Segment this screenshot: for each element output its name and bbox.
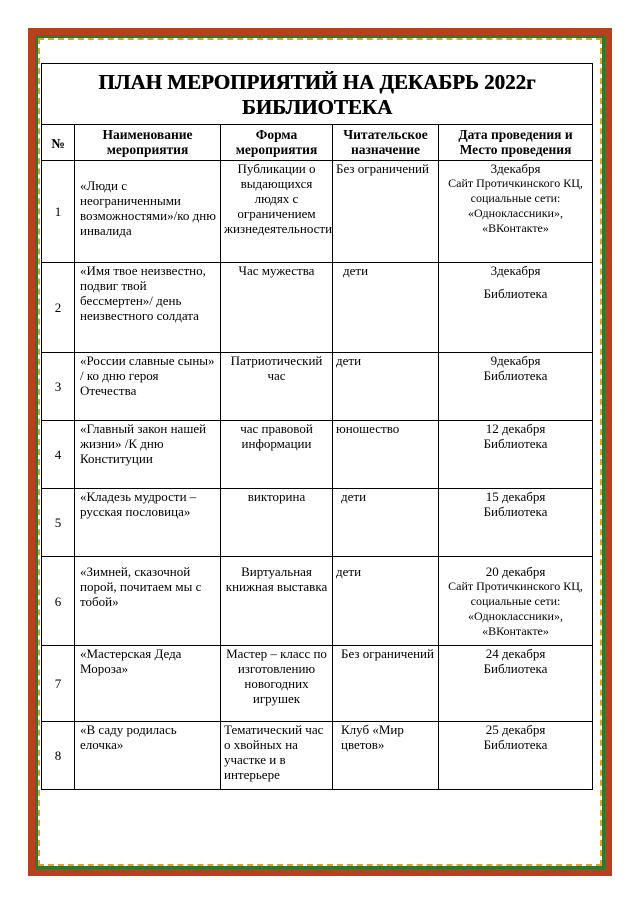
table-row [42, 557, 593, 646]
row-date: 12 декабря [485, 421, 546, 436]
row-audience: Клуб «Мир цветов» [333, 722, 439, 790]
row-place: Библиотека [483, 737, 548, 752]
row-form: викторина [221, 489, 333, 557]
page-title [42, 64, 593, 125]
row-form: Патриотический час [221, 353, 333, 421]
row-place: Библиотека [483, 368, 548, 383]
row-date: 3декабря [490, 161, 541, 176]
title-line-1: ПЛАН МЕРОПРИЯТИЙ НА ДЕКАБРЬ 2022г [98, 70, 536, 94]
row-num: 2 [42, 263, 75, 353]
row-num: 8 [42, 722, 75, 790]
row-form: Тематический час о хвойных на участке и в интерьере [221, 722, 333, 790]
row-name: «Люди с неограниченными возможностями»/ко дню инвалида [75, 161, 221, 263]
row-place: Библиотека [483, 661, 548, 676]
row-audience: юношество [333, 421, 439, 489]
row-date: 20 декабря [485, 564, 546, 579]
row-name: «В саду родилась елочка» [75, 722, 221, 790]
row-num: 3 [42, 353, 75, 421]
row-place: Библиотека [483, 504, 548, 519]
row-date-cell [439, 161, 593, 263]
header-form: Форма мероприятия [221, 125, 333, 161]
header-row [42, 125, 593, 161]
row-num: 1 [42, 161, 75, 263]
table-row [42, 646, 593, 722]
row-date: 3декабря [490, 263, 541, 278]
row-date-cell [439, 421, 593, 489]
header-date: Дата проведения и Место проведения [439, 125, 593, 161]
row-date-cell [439, 353, 593, 421]
table-row [42, 161, 593, 263]
row-form: Мастер – класс по изготовлению новогодних игрушек [221, 646, 333, 722]
table-row [42, 489, 593, 557]
row-date: 24 декабря [485, 646, 546, 661]
table-row [42, 722, 593, 790]
row-place: Сайт Протичкинского КЦ, социальные сети: «Одноклассники», «ВКонтакте» [448, 579, 583, 638]
row-name: «Мастерская Деда Мороза» [75, 646, 221, 722]
row-date-cell [439, 263, 593, 353]
row-form: час правовой информации [221, 421, 333, 489]
row-form: Час мужества [221, 263, 333, 353]
header-num: № [42, 125, 75, 161]
event-plan-table [41, 63, 593, 790]
row-date: 15 декабря [485, 489, 546, 504]
row-date-cell [439, 489, 593, 557]
table-row [42, 353, 593, 421]
row-audience: дети [333, 489, 439, 557]
row-place: Библиотека [483, 436, 548, 451]
row-audience: дети [333, 353, 439, 421]
row-num: 6 [42, 557, 75, 646]
row-name: «Зимней, сказочной порой, почитаем мы с тобой» [75, 557, 221, 646]
header-name: Наименование мероприятия [75, 125, 221, 161]
row-form: Публикации о выдающихся людях с ограничением жизнедеятельности [221, 161, 333, 263]
row-name: «Имя твое неизвестно, подвиг твой бессмертен»/ день неизвестного солдата [75, 263, 221, 353]
row-date: 9декабря [490, 353, 541, 368]
row-num: 4 [42, 421, 75, 489]
row-name: «Главный закон нашей жизни» /К дню Конституции [75, 421, 221, 489]
row-num: 7 [42, 646, 75, 722]
event-plan-document [41, 63, 592, 790]
row-audience: Без ограничений [333, 161, 439, 263]
title-line-2: БИБЛИОТЕКА [241, 95, 393, 119]
row-place: Сайт Протичкинского КЦ, социальные сети: «Одноклассники», «ВКонтакте» [448, 176, 583, 235]
row-name: «Кладезь мудрости – русская пословица» [75, 489, 221, 557]
row-audience: дети [333, 557, 439, 646]
row-date-cell [439, 722, 593, 790]
row-date-cell [439, 646, 593, 722]
row-audience: дети [333, 263, 439, 353]
row-date: 25 декабря [485, 722, 546, 737]
row-num: 5 [42, 489, 75, 557]
row-date-cell [439, 557, 593, 646]
header-audience: Читательское назначение [333, 125, 439, 161]
row-name: «России славные сыны» / ко дню героя Отечества [75, 353, 221, 421]
table-row [42, 263, 593, 353]
row-audience: Без ограничений [333, 646, 439, 722]
title-row [42, 64, 593, 125]
row-form: Виртуальная книжная выставка [221, 557, 333, 646]
row-place: Библиотека [483, 286, 548, 301]
table-row [42, 421, 593, 489]
